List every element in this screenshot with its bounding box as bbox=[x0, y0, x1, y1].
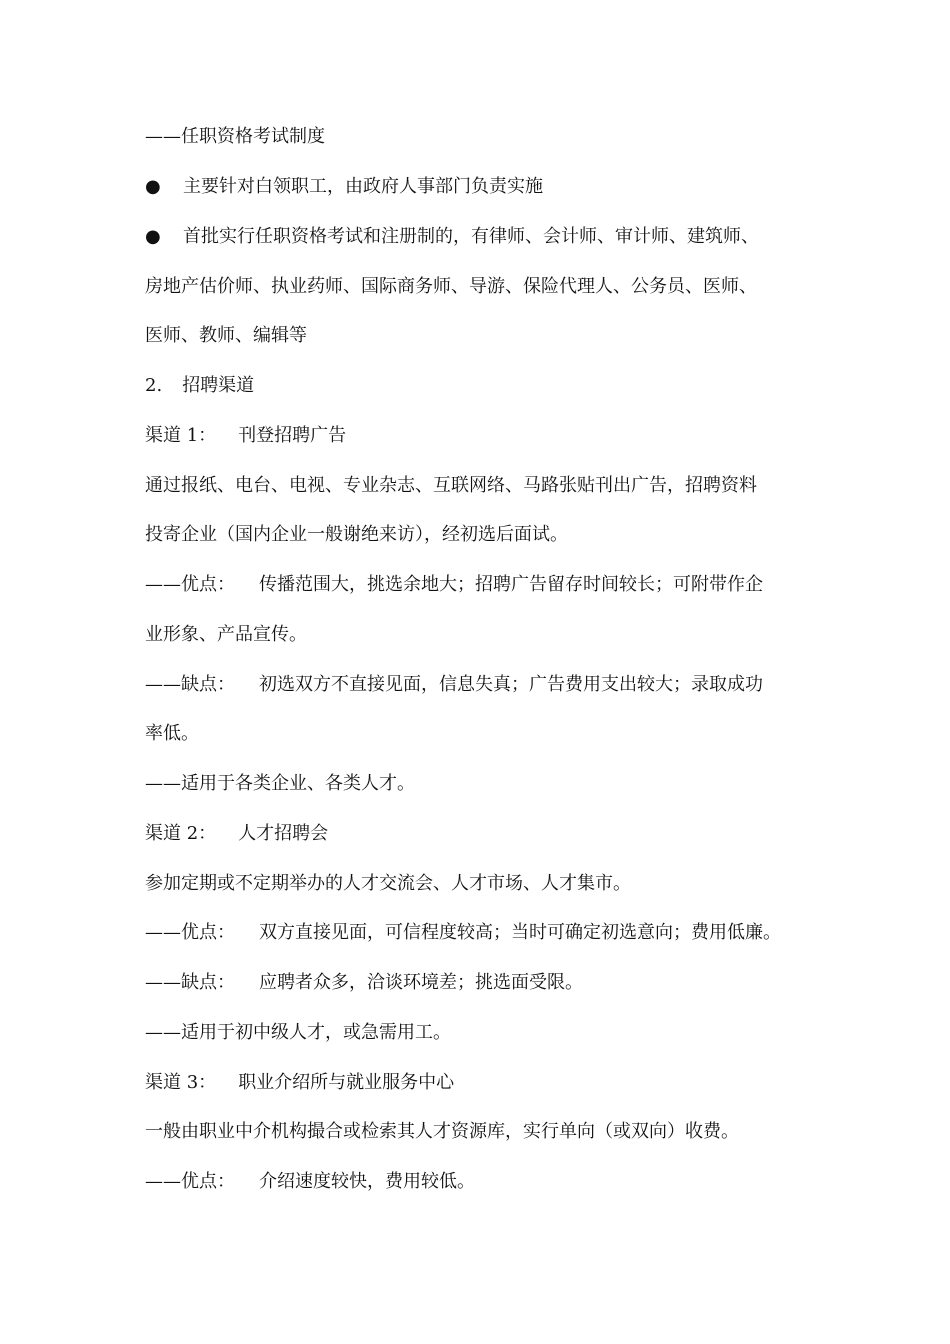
paragraph-line bbox=[145, 324, 307, 348]
section-number: 2. bbox=[145, 375, 163, 396]
line-text: 双方直接见面，可信程度较高；当时可确定初选意向；费用低廉。 bbox=[259, 922, 781, 943]
advantages-label: ——优点： bbox=[145, 574, 235, 595]
disadvantages-label: ——缺点： bbox=[145, 674, 235, 695]
line-text: 业形象、产品宣传。 bbox=[145, 624, 307, 645]
paragraph-line bbox=[145, 872, 631, 896]
bullet-item-first-batch bbox=[145, 225, 759, 249]
channel-label: 渠道 3： bbox=[145, 1072, 217, 1093]
line-text: 初选双方不直接见面，信息失真；广告费用支出较大；录取成功 bbox=[259, 674, 763, 695]
channel-title: 刊登招聘广告 bbox=[238, 425, 347, 446]
applicability-line bbox=[145, 1021, 451, 1045]
channel-title: 职业介绍所与就业服务中心 bbox=[238, 1072, 455, 1093]
line-text: 应聘者众多，洽谈环境差；挑选面受限。 bbox=[259, 972, 583, 993]
channel-3-heading bbox=[145, 1071, 454, 1095]
advantages-line bbox=[145, 573, 763, 597]
applicability-line bbox=[145, 772, 415, 796]
paragraph-line bbox=[145, 523, 568, 547]
line-text: 率低。 bbox=[145, 723, 199, 744]
line-text: 介绍速度较快，费用较低。 bbox=[259, 1171, 475, 1192]
line-text: 主要针对白领职工，由政府人事部门负责实施 bbox=[183, 176, 543, 197]
paragraph-line bbox=[145, 474, 757, 498]
channel-label: 渠道 2： bbox=[145, 823, 217, 844]
channel-title: 人才招聘会 bbox=[238, 823, 329, 844]
line-text: ——适用于初中级人才，或急需用工。 bbox=[145, 1022, 451, 1043]
line-text: 投寄企业（国内企业一般谢绝来访），经初选后面试。 bbox=[145, 524, 568, 545]
advantages-line bbox=[145, 1170, 475, 1194]
paragraph-line bbox=[145, 722, 199, 746]
paragraph-line bbox=[145, 1120, 739, 1144]
channel-label: 渠道 1： bbox=[145, 425, 217, 446]
section-heading-recruitment-channels bbox=[145, 374, 254, 398]
line-text: 参加定期或不定期举办的人才交流会、人才市场、人才集市。 bbox=[145, 873, 631, 894]
paragraph-line bbox=[145, 275, 757, 299]
line-text: 医师、教师、编辑等 bbox=[145, 325, 307, 346]
disadvantages-label: ——缺点： bbox=[145, 972, 235, 993]
bullet-icon: ● bbox=[145, 176, 161, 197]
section-title: 招聘渠道 bbox=[182, 375, 255, 396]
channel-1-heading bbox=[145, 424, 346, 448]
paragraph-line bbox=[145, 623, 307, 647]
advantages-label: ——优点： bbox=[145, 1171, 235, 1192]
line-text: 传播范围大，挑选余地大；招聘广告留存时间较长；可附带作企 bbox=[259, 574, 763, 595]
advantages-label: ——优点： bbox=[145, 922, 235, 943]
advantages-line bbox=[145, 921, 781, 945]
disadvantages-line bbox=[145, 673, 763, 697]
line-text: ——任职资格考试制度 bbox=[145, 126, 325, 147]
paragraph-qualification-exam-system bbox=[145, 125, 325, 149]
line-text: ——适用于各类企业、各类人才。 bbox=[145, 773, 415, 794]
line-text: 通过报纸、电台、电视、专业杂志、互联网络、马路张贴刊出广告，招聘资料 bbox=[145, 475, 757, 496]
disadvantages-line bbox=[145, 971, 583, 995]
line-text: 一般由职业中介机构撮合或检索其人才资源库，实行单向（或双向）收费。 bbox=[145, 1121, 739, 1142]
bullet-icon: ● bbox=[145, 226, 161, 247]
channel-2-heading bbox=[145, 822, 328, 846]
bullet-item-white-collar bbox=[145, 175, 543, 199]
line-text: 首批实行任职资格考试和注册制的，有律师、会计师、审计师、建筑师、 bbox=[183, 226, 759, 247]
line-text: 房地产估价师、执业药师、国际商务师、导游、保险代理人、公务员、医师、 bbox=[145, 276, 757, 297]
